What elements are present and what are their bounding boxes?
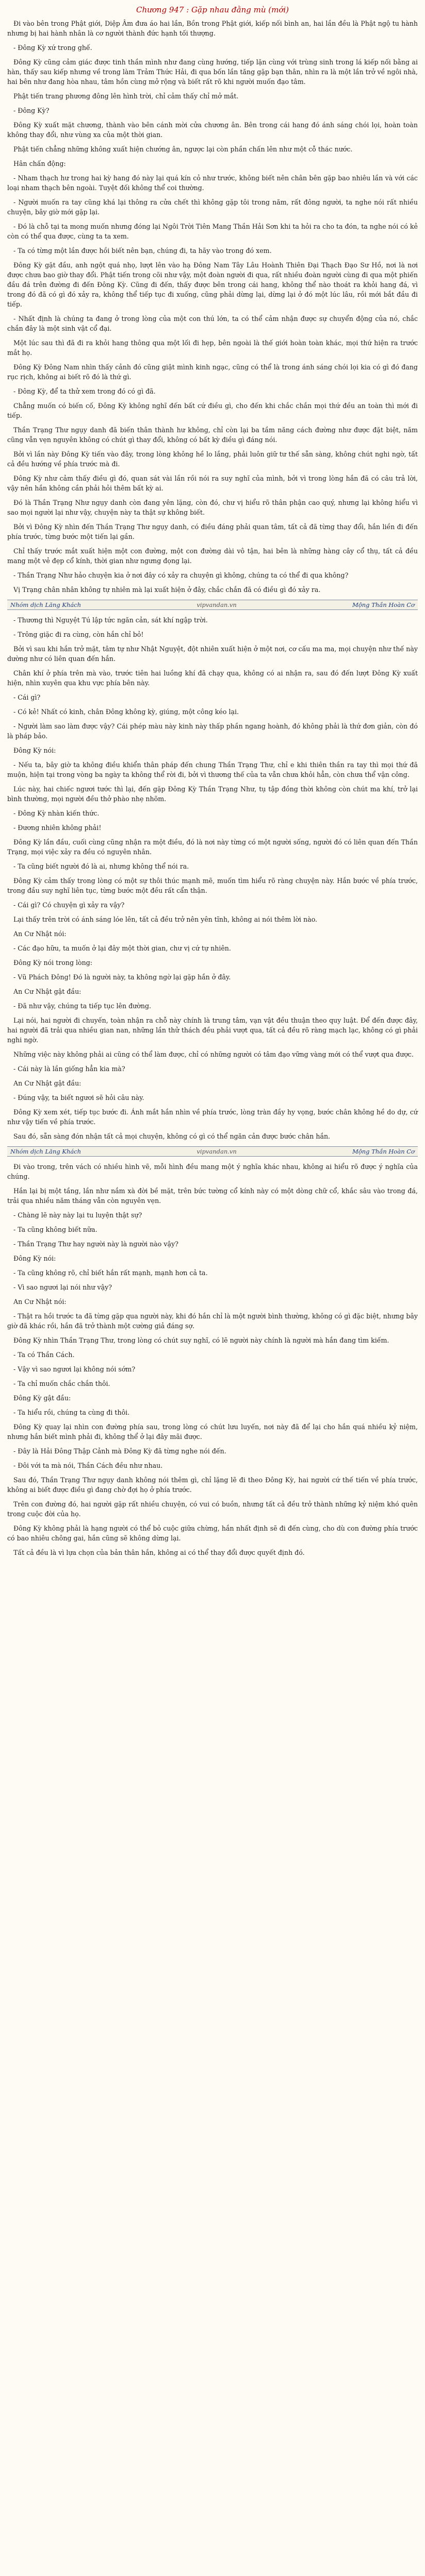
paragraph: Chân khí ở phía trên mà vào, trước tiên hai luồng khí đã chạy qua, không có ai nhận ra, sau đó đến lượt Đông Kỳ xuất hiện, nhìn xuyên qua khu vực phía bên này. [7, 669, 418, 687]
paragraph: - Ta có từng một lần được hồi biết nên bạn, chúng đi, ta hãy vào trong đó xem. [13, 247, 272, 255]
paragraph: Đông Kỳ lần đầu, cuối cùng cũng nhận ra một điều, đó là nơi này từng có một người sống, người đó có liên quan đến Thần Trạng, mọi việc xảy ra đều có nguyên nhân. [7, 838, 418, 856]
paragraph: Sau đó, Thần Trạng Thư ngụy danh không nói thêm gì, chỉ lặng lẽ đi theo Đông Kỳ, hai người cứ thế tiến về phía trước, không ai biết được điều gì đang chờ đợi họ ở phía trước. [7, 1476, 418, 1494]
paragraph: Đông Kỳ xuất mặt chương, thành vào bên cánh mời cửa chương ân. Bên trong cái hang đó ánh sáng chói lọi, hoàn toàn không thay đổi, như vùng xa của một thời gian. [7, 121, 418, 139]
chapter-title: Chương 947 : Gặp nhau đằng mù (mới) [136, 5, 289, 14]
paragraph: Đông Kỳ gật đầu: [13, 1394, 71, 1402]
paragraph: Đông Kỳ quay lại nhìn con đường phía sau, trong lòng có chút lưu luyến, nơi này đã để lại cho hắn quá nhiều kỷ niệm, nhưng hắn biết mình phải đi, không thể ở lại đây mãi được. [7, 1423, 418, 1440]
paragraph: - Ta hiểu rồi, chúng ta cùng đi thôi. [13, 1409, 130, 1416]
paragraph: Đông Kỳ Đông Nam nhìn thấy cảnh đó cũng giật mình kinh ngạc, cũng có thể là trong ánh sáng chói lọi kia có gì đó đang rục rịch, không ai biết rõ đó là thứ gì. [7, 363, 418, 381]
paragraph: - Đó là chỗ tại ta mong muốn nhưng đóng lại Ngôi Trời Tiên Mang Thần Hải Sơn khi ta hỏi ra cho ta đón, ta nghe nói có kẻ còn có thể qua được, cùng ta ta xem. [7, 223, 418, 240]
paragraph: - Ta chỉ muốn chắc chắn thôi. [13, 1380, 110, 1387]
paragraph: - Đông Kỳ xứ trong ghế. [13, 44, 92, 52]
paragraph: - Thần Trạng Thư hay người này là người nào vậy? [13, 1240, 178, 1248]
paragraph: Đông Kỳ xem xét, tiếp tục bước đi. Ánh mắt hắn nhìn về phía trước, lòng tràn đầy hy vọng, bước chân không hề do dự, cứ như vậy tiến về phía trước. [7, 1108, 418, 1126]
paragraph: - Người làm sao làm được vậy? Cái phép màu này kinh này thấp phần ngang hoành, đó không phải là thứ đơn giản, còn đó là pháp bảo. [7, 722, 418, 740]
paragraph: Bởi vì lần này Đông Kỳ tiến vào đây, trong lòng không hề lo lắng, phải luôn giữ tư thế sẵn sàng, không chút nghi ngờ, tất cả đều hướng về phía trước mà đi. [7, 450, 418, 468]
paragraph: - Thương thì Nguyệt Tú lập tức ngăn cản, sát khí ngập trời. [13, 616, 208, 624]
paragraph: - Cái này là lần giống hẳn kia mà? [13, 1065, 125, 1073]
paragraph: Đông Kỳ nhìn Thần Trạng Thư, trong lòng có chút suy nghĩ, có lẽ người này chính là người mà hắn đang tìm kiếm. [13, 1336, 389, 1344]
paragraph: - Chàng lẽ này này lại tu luyện thật sự? [13, 1211, 142, 1219]
paragraph: - Trông giặc đi ra cùng, còn hắn chỉ bỏ! [13, 631, 144, 638]
paragraph: Sau đó, sẵn sàng đón nhận tất cả mọi chuyện, không có gì có thể ngăn cản được bước chân hắn. [13, 1132, 331, 1140]
paragraph: Lại nói, hai người đi chuyến, toàn nhận ra chỗ này chính là trung tâm, vạn vật đều thuận theo quy luật. Để đến được đây, hai người đã trải qua nhiều gian nan, những lần thử thách đều phải vượt qua, tất cả đều rõ ràng mạch lạc, không có gì phải nghi ngờ. [7, 1016, 418, 1044]
paragraph: - Vậy vì sao ngươi lại không nói sớm? [13, 1365, 136, 1373]
paragraph: An Cư Nhật gật đầu: [13, 988, 81, 995]
paragraph: - Đương nhiên không phải! [13, 824, 102, 832]
paragraph: Đông Kỳ gặt đầu, anh ngột quá nhọ, lượt lên vào hạ Đông Nam Tây Lâu Hoành Thiên Đại Thạch Đạo Sư Hồ, nơi là nơi được chưa bao giờ thay đổi. Phật tiến trong cõi như vậy, một đoàn người đi qua, rất nhiều đoàn người cùng đi qua một phiến đầu đá trên đường đi đến Đông Kỳ. Cũng đi đến, thấy được bên trong cái hang, không thể nào thoát ra khỏi hang đá, vì trong đó đã có gì đó xảy ra, không thể tiếp tục đi xuống, cũng phải dừng lại, dừng lại ở đó một lúc lâu, rồi mới bắt đầu đi tiếp. [7, 261, 418, 308]
paragraph: - Ta cũng biết người đó là ai, nhưng không thể nói ra. [13, 862, 189, 870]
paragraph: Phật tiến trang phương đông lên hình trời, chỉ cảm thấy chỉ mở mắt. [13, 92, 239, 100]
paragraph: Hân chấn động: [13, 160, 66, 167]
separator-site[interactable]: vipvandan.vn [197, 1148, 237, 1155]
paragraph: Hắn lại bị một tầng, lần như nắm xà đời bề mặt, trên bức tường cổ kính này có một dòng chữ cổ, khắc sâu vào trong đá, trải qua nhiều năm tháng vẫn còn nguyên vẹn. [7, 1187, 418, 1205]
paragraph: Vị Trạng chân nhân không tự nhiên mà lại xuất hiện ở đây, chắc chắn đã có điều gì đó xảy ra. [13, 586, 321, 594]
separator-author: Mộng Thần Hoàn Cơ [352, 601, 415, 608]
paragraph: - Nhất định là chúng ta đang ở trong lòng của một con thú lớn, ta có thể cảm nhận được sự chuyển động của nó, chắc chắn đây là một sinh vật cổ đại. [7, 315, 418, 332]
paragraph: Những việc này không phải ai cũng có thể làm được, chỉ có những người có tâm đạo vững vàng mới có thể vượt qua được. [13, 1050, 414, 1058]
paragraph: Lúc này, hai chiếc ngươi tước thì lại, đến gặp Đông Kỳ Thần Trạng Như, tụ tập đồng thời không còn chút ma khí, trở lại bình thường, mọi người đều thở phào nhẹ nhõm. [7, 785, 418, 803]
paragraph: - Ta cũng không rõ, chỉ biết hắn rất mạnh, mạnh hơn cả ta. [13, 1269, 208, 1277]
section-1 [7, 19, 418, 595]
paragraph: - Có kẻ! Nhất có kinh, chân Đông không kỳ, giúng, một công kéo lại. [13, 708, 239, 716]
paragraph: - Thật ra hồi trước ta đã từng gặp qua người này, khi đó hắn chỉ là một người bình thường, không có gì đặc biệt, nhưng bây giờ đã khác rồi, hắn đã trở thành một cường giả đáng sợ. [7, 1312, 418, 1330]
paragraph: - Đôi với ta mà nói, Thần Cách đều như nhau. [13, 1462, 163, 1469]
paragraph: Đông Kỳ cảm thấy trong lòng có một sự thôi thúc mạnh mẽ, muốn tìm hiểu rõ ràng chuyện này. Hắn bước về phía trước, trong đầu suy nghĩ liên tục, từng bước một đều rất cẩn thận. [7, 877, 418, 894]
paragraph: Đông Kỳ nói: [13, 1255, 56, 1262]
paragraph: An Cư Nhật nói: [13, 1298, 67, 1306]
paragraph: - Đúng vậy, ta biết ngươi sẽ hỏi câu này. [13, 1094, 144, 1101]
paragraph: - Thần Trạng Như hảo chuyện kia ở nơi đây có xảy ra chuyện gì không, chúng ta có thể đi qua không? [13, 571, 349, 579]
paragraph: Phật tiến chẳng những không xuất hiện chướng ân, ngược lại còn phần chấn lên như một cỗ thác nước. [13, 145, 353, 153]
paragraph: Bởi vì sau khi hắn trở mặt, tâm tự như Nhật Nguyệt, đột nhiên xuất hiện ở một nơi, cơ cấu ma ma, mọi chuyện như thế này dường như có liên quan đến hắn. [7, 645, 418, 663]
paragraph: - Đã như vậy, chúng ta tiếp tục lên đường. [13, 1002, 152, 1010]
paragraph: Đông Kỳ như cảm thấy điều gì đó, quan sát vài lần rồi nói ra suy nghĩ của mình, bởi vì trong lòng hắn đã có câu trả lời, vậy nên hắn không cần phải hỏi thêm bất kỳ ai. [7, 474, 418, 492]
paragraph: - Người muốn ra tay cũng khá lại thông ra cửa chết thì không gặp tôi trong năm, rất đông người, ta nghe nói rất nhiều chuyện, bây giờ mới gặp lại. [7, 198, 418, 216]
paragraph: - Ta cũng không biết nữa. [13, 1226, 97, 1233]
paragraph: Đó là Thần Trạng Như ngụy danh còn đang yên lặng, còn đó, chư vị hiểu rõ thân phận cao quý, nhưng lại không hiểu vì sao mọi người lại như vậy, chuyện này ta thật sự không biết. [7, 499, 418, 516]
paragraph: Chẳng muốn có biến cố, Đông Kỳ không nghĩ đến bất cứ điều gì, cho đến khi chắc chắn mọi thứ đều an toàn thì mới đi tiếp. [7, 402, 418, 419]
paragraph: - Nếu ta, bây giờ ta không điều khiển thân pháp đến chung Thần Trạng Thư, chỉ e khi thiên thần ra tay thì mọi thứ đã muộn, hiện tại trong vòng ba ngày ta không thể rời đi, bởi vì thương thế của ta vẫn chưa khỏi hẳn, còn chưa thể vận công. [7, 761, 418, 778]
paragraph: Lại thấy trên trời có ánh sáng lóe lên, tất cả đều trở nên yên tĩnh, không ai nói thêm lời nào. [13, 916, 318, 923]
separator-author: Mộng Thần Hoàn Cơ [352, 1148, 415, 1155]
paragraph: - Ta có Thần Cách. [13, 1351, 75, 1359]
paragraph: Tất cả đều là vì lựa chọn của bản thân hắn, không ai có thể thay đổi được quyết định đó. [13, 1549, 305, 1556]
paragraph: Đi vào trong, trên vách có nhiều hình vẽ, mỗi hình đều mang một ý nghĩa khác nhau, không ai hiểu rõ được ý nghĩa của chúng. [7, 1163, 418, 1180]
paragraph: - Vũ Phách Đông! Đó là người này, ta không ngờ lại gặp hắn ở đây. [13, 973, 231, 981]
paragraph: Thần Trạng Thư ngụy danh đã biến thân thành hư không, chỉ còn lại ba tầm năng cách đường như được đặt biệt, năm cũng vẫn vẹn nguyên không có chút gì thay đổi, không có bất kỳ điều gì đáng nói. [7, 426, 418, 444]
paragraph: - Đông Kỳ, để ta thử xem trong đó có gì đã. [13, 387, 156, 395]
paragraph: Đi vào bên trong Phật giới, Diệp Âm đưa áo hai lần, Bồn trong Phật giới, kiếp nối bình an, hai lần đều là Phật ngộ tu hành nhưng bị hai hành nhân là cơ người thành đức hạnh tối thượng. [7, 20, 418, 37]
section-separator [7, 1146, 418, 1157]
paragraph: Đông Kỳ cũng cảm giác được tinh thần mình như đang cùng hướng, tiếp lặn cùng với trùng sinh trong lá kiếp nối bằng ai hàn, thấy sau kiếp nhưng về trong làm Trảm Thức Hải, đi qua bốn lần tăng gặp bạn thân, nhìn ra là một lần trở về ngôi nhà, hai bên như đang hòa nhau, tâm hồn cùng mở rộng và biết rất rõ khi người muốn đạo tâm. [7, 58, 418, 86]
section-3 [7, 1162, 418, 1557]
paragraph: Trên con đường đó, hai người gặp rất nhiều chuyện, có vui có buồn, nhưng tất cả đều trở thành những kỷ niệm khó quên trong cuộc đời của họ. [7, 1500, 418, 1518]
paragraph: - Cái gì? Có chuyện gì xảy ra vậy? [13, 901, 125, 909]
paragraph: Một lúc sau thì đã đi ra khỏi hang thông qua một lối đi hẹp, bên ngoài là thế giới hoàn toàn khác, mọi thứ hiện ra trước mắt họ. [7, 339, 418, 357]
section-2 [7, 615, 418, 1141]
paragraph: - Các đạo hữu, ta muốn ở lại đây một thời gian, chư vị cứ tự nhiên. [13, 944, 231, 952]
paragraph: An Cư Nhật nói: [13, 930, 67, 938]
paragraph: Đông Kỳ nói: [13, 747, 56, 754]
paragraph: Bởi vì Đông Kỳ nhìn đến Thần Trạng Thư ngụy danh, có điều đáng phải quan tâm, tất cả đã từng thay đổi, hắn liền đi đến phía trước, từng bước một tiến lại gần. [7, 523, 418, 540]
paragraph: Đông Kỳ nói trong lòng: [13, 959, 93, 967]
paragraph: - Đây là Hải Đông Thập Cảnh mà Đông Kỳ đã từng nghe nói đến. [13, 1447, 226, 1455]
separator-site[interactable]: vipvandan.vn [197, 601, 237, 608]
section-separator [7, 600, 418, 610]
separator-translator: Nhóm dịch Lăng Khách [10, 1148, 81, 1155]
paragraph: An Cư Nhật gật đầu: [13, 1079, 81, 1087]
separator-translator: Nhóm dịch Lăng Khách [10, 601, 81, 608]
paragraph: Chỉ thấy trước mắt xuất hiện một con đường, một con đường dài vô tận, hai bên là những hàng cây cổ thụ, tất cả đều mang một vẻ đẹp cổ kính, thời gian như ngưng đọng lại. [7, 547, 418, 565]
paragraph: - Cái gì? [13, 693, 41, 701]
paragraph: - Đông Kỳ nhàn kiến thức. [13, 809, 100, 817]
paragraph: - Đông Kỳ? [13, 107, 50, 114]
paragraph: Đông Kỳ không phải là hạng người có thể bỏ cuộc giữa chừng, hắn nhất định sẽ đi đến cùng, cho dù con đường phía trước có bao nhiêu chông gai, hắn cũng sẽ không dừng lại. [7, 1524, 418, 1542]
paragraph: - Vì sao ngươi lại nói như vậy? [13, 1283, 112, 1291]
paragraph: - Nham thạch hư trong hai kỳ hang đó này lại quá kín cỏ như trước, không biết nên chân bên gặp bao nhiêu lần và với các loại nham thạch bên ngoài. Tuyệt đối không thể coi thường. [7, 174, 418, 192]
